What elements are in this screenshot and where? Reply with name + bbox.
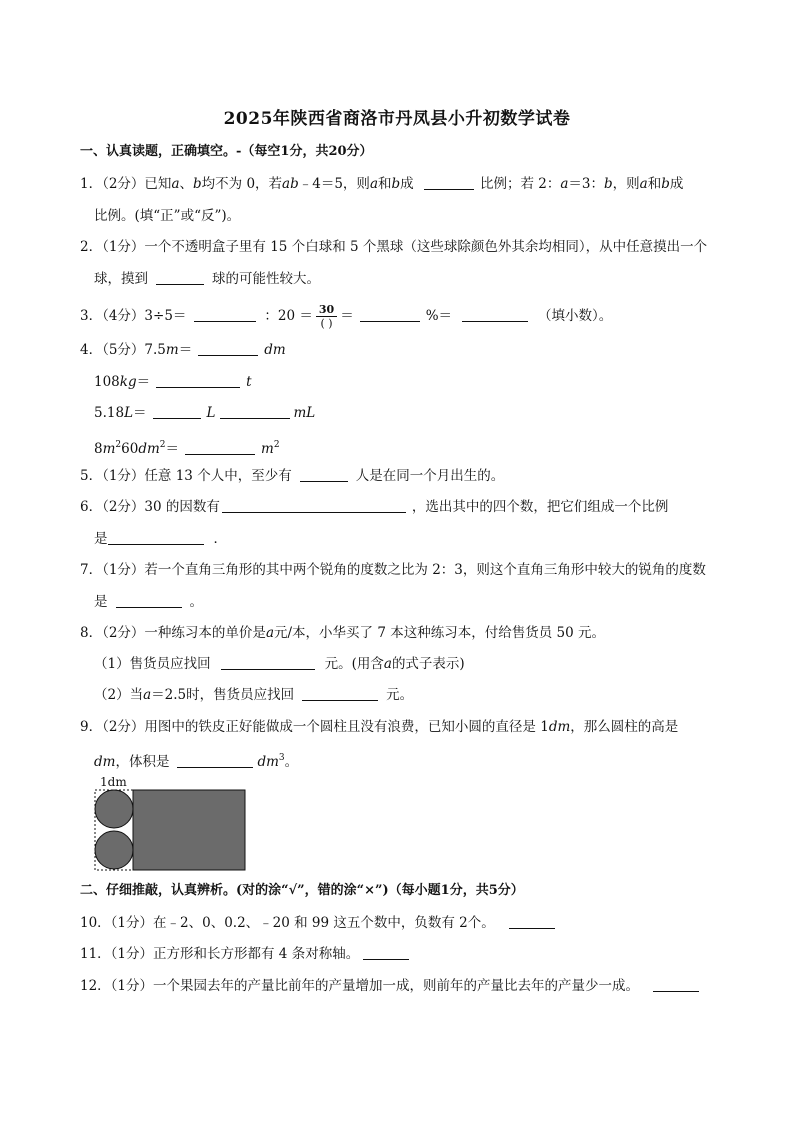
q4-text: 60 bbox=[121, 441, 139, 457]
answer-blank[interactable] bbox=[156, 374, 240, 388]
q2-text: 球，摸到 bbox=[94, 271, 148, 287]
q12-text: 12．（1分）一个果园去年的产量比前年的产量增加一成，则前年的产量比去年的产量少一成。 bbox=[80, 978, 640, 994]
q8-text: 元。 bbox=[386, 687, 414, 703]
fraction-denominator[interactable]: ( ) bbox=[320, 317, 333, 330]
q11-text: 11．（1分）正方形和长方形都有 4 条对称轴。 bbox=[80, 946, 360, 962]
q6-text: 6．（2分）30 的因数有 bbox=[80, 499, 220, 515]
answer-blank[interactable] bbox=[185, 441, 255, 455]
answer-blank[interactable] bbox=[153, 405, 201, 419]
answer-blank[interactable] bbox=[221, 656, 315, 670]
q4-text: ＝ bbox=[178, 342, 193, 358]
question-10 bbox=[80, 914, 555, 932]
q7-text: 是 bbox=[94, 594, 108, 610]
cylinder-net-diagram bbox=[94, 774, 254, 874]
q8-text: 8．（2分）一种练习本的单价是 bbox=[80, 625, 266, 641]
superscript: 3 bbox=[278, 753, 285, 763]
q4-text: ＝ bbox=[165, 441, 180, 457]
question-9-line-1 bbox=[80, 718, 678, 736]
superscript: 2 bbox=[159, 440, 166, 450]
unit: kg bbox=[119, 374, 137, 390]
q9-text: 。 bbox=[284, 754, 299, 770]
q8-var: a bbox=[143, 687, 152, 703]
question-8-part-2 bbox=[94, 686, 413, 704]
q9-text: 9．（2分）用图中的铁皮正好能做成一个圆柱且没有浪费，已知小圆的直径是 1 bbox=[80, 719, 549, 735]
q8-text: 元/本，小华买了 7 本这种练习本，付给售货员 50 元。 bbox=[274, 625, 605, 641]
q1-var: b bbox=[193, 176, 202, 192]
question-2-line-2 bbox=[94, 270, 320, 288]
q1-text: 均不为 0，若 bbox=[201, 176, 283, 192]
answer-blank[interactable] bbox=[360, 308, 420, 322]
question-8 bbox=[80, 624, 605, 642]
unit: m bbox=[102, 441, 116, 457]
unit: m bbox=[165, 342, 179, 358]
q5-text: 人是在同一个月出生的。 bbox=[355, 468, 505, 484]
q6-text: ，选出其中的四个数，把它们组成一个比例 bbox=[411, 499, 669, 515]
q10-text: 10．（1分）在﹣2、0、0.2、﹣20 和 99 这五个数中，负数有 2个。 bbox=[80, 915, 495, 931]
question-4-line-1 bbox=[80, 341, 286, 359]
answer-blank[interactable] bbox=[108, 531, 204, 545]
answer-blank[interactable] bbox=[116, 594, 182, 608]
q8-text: 元。(用含 bbox=[324, 656, 384, 672]
answer-blank[interactable] bbox=[424, 176, 474, 190]
q8-var: a bbox=[383, 656, 392, 672]
question-6-line-2 bbox=[94, 530, 227, 548]
answer-blank[interactable] bbox=[302, 687, 378, 701]
question-7-line-2 bbox=[94, 593, 203, 611]
q1-text: 比例；若 2： bbox=[479, 176, 561, 192]
unit: L bbox=[206, 405, 216, 421]
q1-text: 1．（2分）已知 bbox=[80, 176, 172, 192]
q3-text: 3．（4分）3÷5＝ bbox=[80, 308, 187, 324]
section-1-heading: 一、认真读题，正确填空。-（每空1分，共20分） bbox=[80, 144, 373, 159]
answer-blank[interactable] bbox=[177, 754, 253, 768]
unit: t bbox=[246, 374, 252, 390]
q1-var: a bbox=[171, 176, 180, 192]
q1-var: b bbox=[661, 176, 670, 192]
q2-text: 球的可能性较大。 bbox=[212, 271, 320, 287]
question-7-line-1: 7．（1分）若一个直角三角形的其中两个锐角的度数之比为 2：3，则这个直角三角形中较大的锐角的度数 bbox=[80, 562, 706, 578]
q3-text: ：20 ＝ bbox=[264, 308, 313, 324]
unit: dm bbox=[94, 754, 116, 770]
answer-blank[interactable] bbox=[198, 342, 258, 356]
q4-text: 4．（5分）7.5 bbox=[80, 342, 166, 358]
answer-blank[interactable] bbox=[194, 308, 256, 322]
q1-var: a bbox=[639, 176, 648, 192]
question-12 bbox=[80, 977, 699, 995]
q3-text: （填小数）。 bbox=[538, 308, 613, 324]
section-2-heading: 二、仔细推敲，认真辨析。(对的涂“√”，错的涂“×”)（每小题1分，共5分） bbox=[80, 883, 524, 898]
q9-text: ，那么圆柱的高是 bbox=[570, 719, 679, 735]
question-6-line-1 bbox=[80, 498, 668, 516]
q3-text: %＝ bbox=[425, 308, 453, 324]
superscript: 2 bbox=[273, 440, 280, 450]
sheet-metal-figure bbox=[94, 774, 254, 874]
q8-text: （1）售货员应找回 bbox=[94, 656, 211, 672]
question-1-line-2: 比例。(填“正”或“反”)。 bbox=[94, 208, 241, 224]
q1-text: 和 bbox=[378, 176, 392, 192]
answer-blank[interactable] bbox=[462, 308, 528, 322]
q8-text: ＝2.5时，售货员应找回 bbox=[151, 687, 295, 703]
q1-var: b bbox=[391, 176, 401, 192]
q1-text: 成 bbox=[669, 176, 684, 192]
question-8-part-1 bbox=[94, 655, 465, 673]
q4-text: 5.18 bbox=[94, 405, 125, 421]
q1-text: ＝3： bbox=[568, 176, 604, 192]
q1-text: 和 bbox=[647, 176, 662, 192]
question-9-line-2 bbox=[94, 749, 298, 771]
q1-var: a bbox=[369, 176, 378, 192]
question-5 bbox=[80, 467, 504, 485]
question-1-line-1 bbox=[80, 175, 683, 193]
side-rectangle bbox=[133, 790, 245, 870]
answer-blank[interactable] bbox=[220, 405, 290, 419]
unit: dm bbox=[264, 342, 286, 358]
q6-text: ． bbox=[213, 531, 227, 547]
unit: dm bbox=[138, 441, 160, 457]
q3-text: ＝ bbox=[340, 308, 354, 324]
unit: m bbox=[261, 441, 274, 457]
unit: dm bbox=[548, 719, 571, 735]
answer-blank[interactable] bbox=[509, 915, 555, 929]
answer-blank[interactable] bbox=[156, 271, 204, 285]
q5-text: 5．（1分）任意 13 个人中，至少有 bbox=[80, 468, 292, 484]
q8-text: 的式子表示) bbox=[391, 656, 465, 672]
answer-blank[interactable] bbox=[653, 978, 699, 992]
q1-text: ，则 bbox=[612, 176, 640, 192]
figure-label: 1dm bbox=[100, 775, 127, 789]
q8-var: a bbox=[265, 625, 274, 641]
question-4-line-2 bbox=[94, 373, 252, 391]
q1-var: b bbox=[604, 176, 613, 192]
fraction bbox=[316, 303, 337, 330]
question-4-line-4 bbox=[94, 436, 280, 458]
q9-text: ，体积是 bbox=[115, 754, 170, 770]
answer-blank[interactable] bbox=[222, 499, 406, 513]
unit: dm bbox=[257, 754, 279, 770]
question-2-line-1: 2．（1分）一个不透明盒子里有 15 个白球和 5 个黑球（这些球除颜色外其余均相同），从中任意摸出一个 bbox=[80, 239, 708, 255]
q4-text: 8 bbox=[94, 441, 103, 457]
exam-title: 2025年陕西省商洛市丹凤县小升初数学试卷 bbox=[223, 109, 571, 129]
bottom-circle bbox=[95, 831, 133, 869]
q4-text: ＝ bbox=[136, 374, 151, 390]
answer-blank[interactable] bbox=[363, 946, 409, 960]
q4-text: 108 bbox=[94, 374, 120, 390]
top-circle bbox=[95, 790, 133, 828]
q8-text: （2）当 bbox=[94, 687, 144, 703]
superscript: 2 bbox=[115, 440, 122, 450]
unit: L bbox=[124, 405, 134, 421]
q1-var: ab bbox=[282, 176, 299, 192]
unit: mL bbox=[293, 405, 316, 421]
q1-text: ﹣4＝5，则 bbox=[298, 176, 370, 192]
q1-var: a bbox=[560, 176, 569, 192]
q7-text: 。 bbox=[189, 594, 203, 610]
q6-text: 是 bbox=[94, 531, 108, 547]
answer-blank[interactable] bbox=[300, 468, 348, 482]
q4-text: ＝ bbox=[133, 405, 147, 421]
q1-text: 、 bbox=[179, 176, 193, 192]
question-11 bbox=[80, 945, 409, 963]
question-3 bbox=[80, 303, 612, 330]
question-4-line-3 bbox=[94, 404, 315, 422]
fraction-numerator: 30 bbox=[316, 303, 337, 317]
q1-text: 成 bbox=[400, 176, 414, 192]
